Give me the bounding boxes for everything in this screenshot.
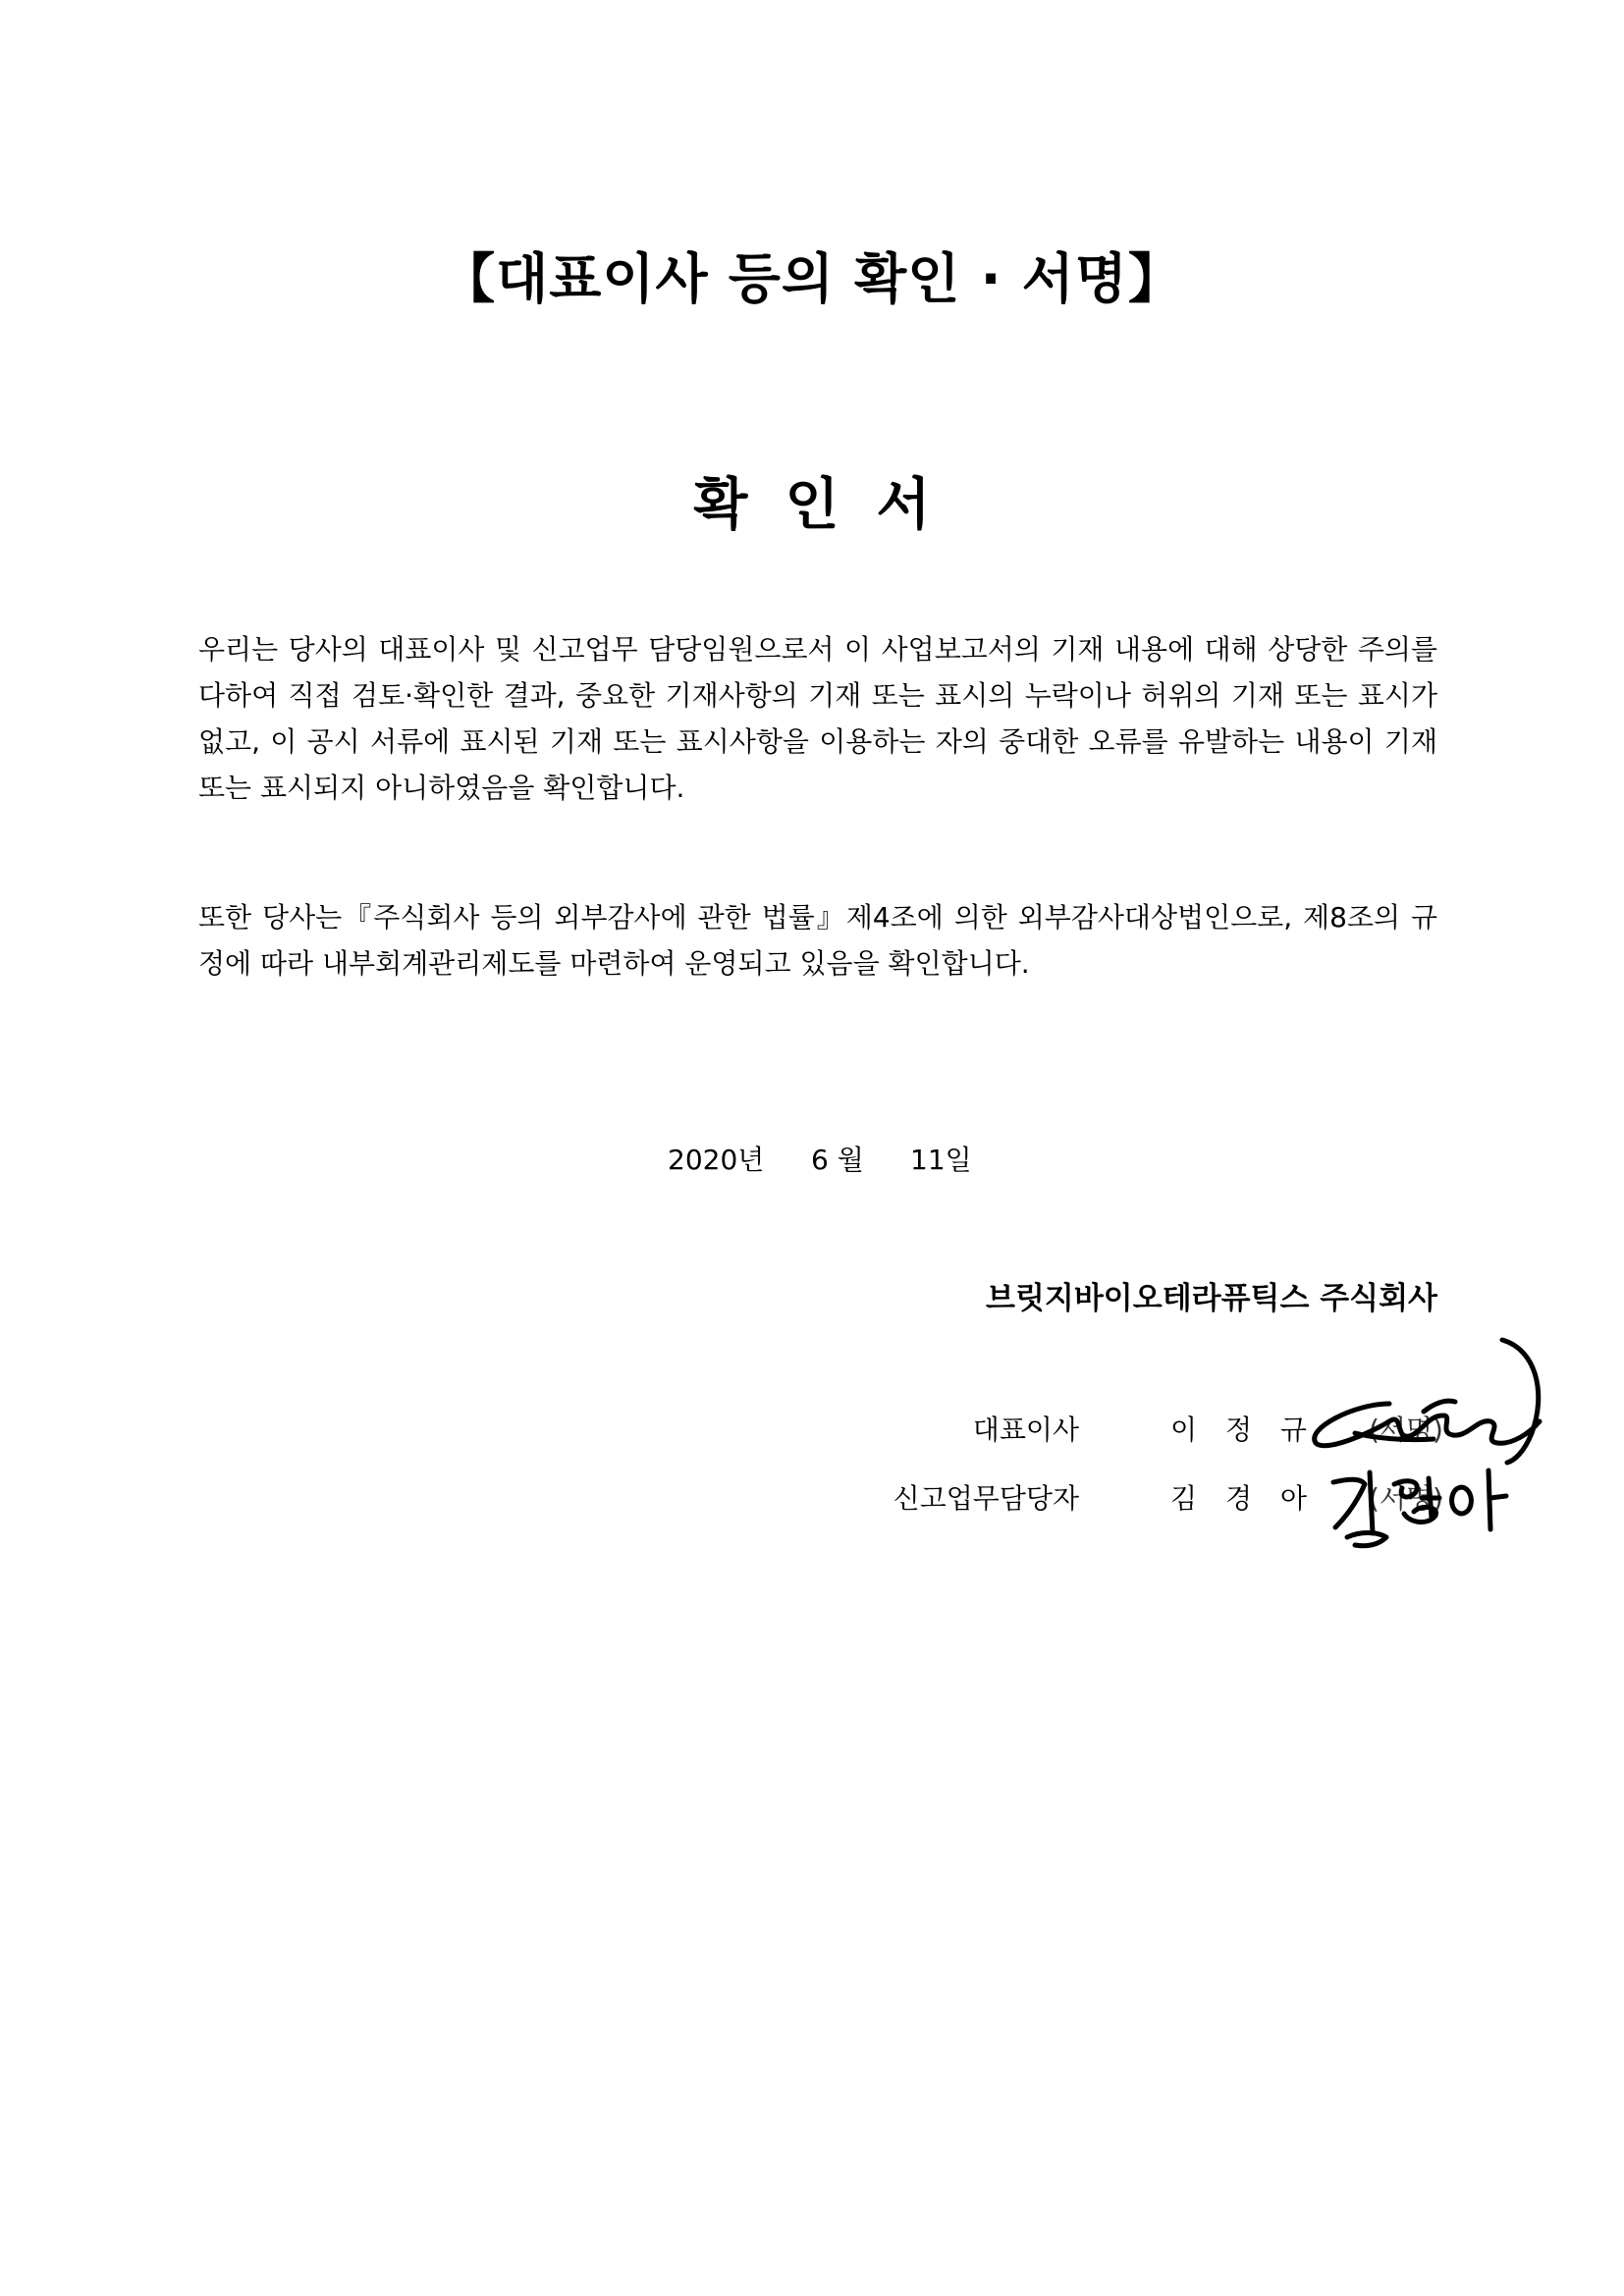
signatory-role: 대표이사 [972, 1414, 1079, 1446]
signatory-name: 김 경 아 [1170, 1482, 1317, 1515]
company-name: 브릿지바이오테라퓨틱스 주식회사 [986, 1281, 1437, 1316]
internal-control-paragraph: 또한 당사는『주식회사 등의 외부감사에 관한 법률』제4조에 의한 외부감사대상법인으로, 제8조의 규정에 따라 내부회계관리제도를 마련하여 운영되고 있음을 확인합니다. [198, 901, 1437, 980]
date-year: 2020년 [668, 1144, 765, 1176]
signatory-role: 신고업무담당자 [893, 1482, 1079, 1515]
signatory-name: 이 정 규 [1170, 1414, 1317, 1446]
signatory-seal-label: (서명) [1369, 1482, 1443, 1515]
document-title: 【대표이사 등의 확인 · 서명】 [441, 247, 1183, 310]
date-day: 11일 [910, 1144, 972, 1176]
signatory-seal-label: (서명) [1369, 1414, 1443, 1446]
handwritten-signature [1296, 1306, 1551, 1551]
document-subtitle: 확인서 [693, 472, 968, 537]
date-month: 6 월 [811, 1144, 864, 1176]
confirmation-paragraph: 우리는 당사의 대표이사 및 신고업무 담당임원으로서 이 사업보고서의 기재 내용에 대해 상당한 주의를 다하여 직접 검토·확인한 결과, 중요한 기재사항의 기재 또는 표시의 누락이나 허위의 기재 또는 표시가 없고, 이 공시 서류에 표시된 기재 또는 표시사항을 이용하는 자의 중대한 오류를 유발하는 내용이 기재 또는 표시되지 아니하였음을 확인합니다. [198, 633, 1437, 804]
